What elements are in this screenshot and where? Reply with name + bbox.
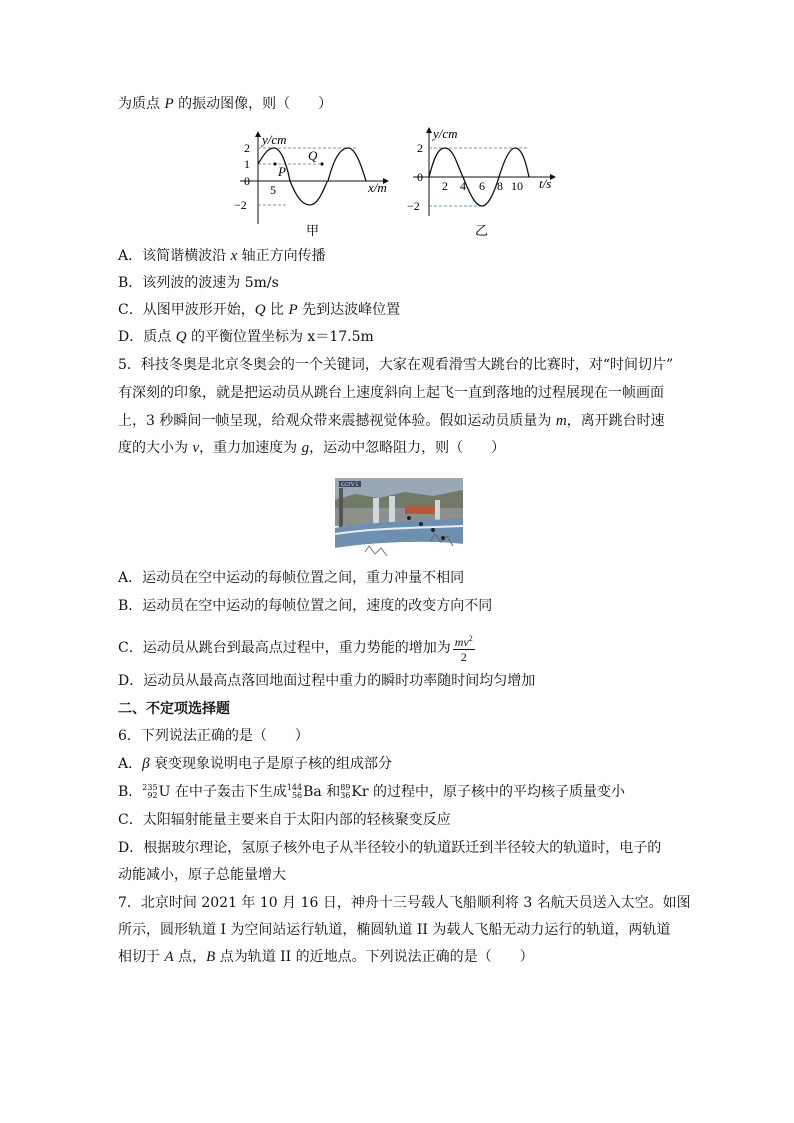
ylabel-yi: y/cm [433,126,458,141]
q5-option-c: C．运动员从跳台到最高点过程中，重力势能的增加为 $\frac{mv^2}{2}$ [118,634,473,664]
tick-y0: 0 [244,174,250,188]
q5-option-d: D．运动员从最高点落回地面过程中重力的瞬时功率随时间均匀增加 [118,673,536,689]
caption-yi: 乙 [475,223,489,238]
q6-option-a: A．β 衰变现象说明电子是原子核的组成部分 [118,756,393,772]
tick-yi-n2: −2 [407,199,420,213]
vibration-graph-yi [405,124,577,242]
q5-line4: 度的大小为 v，重力加速度为 g，运动中忽略阻力，则（ ） [118,440,506,456]
ylabel-jia: y/cm [262,132,287,147]
intro-text-a: 为质点 [118,96,165,112]
intro-text-b: 的振动图像，则（ ） [173,96,333,112]
label-q: Q [308,148,318,163]
q5-option-a: A．运动员在空中运动的每帧位置之间，重力冲量不相同 [118,570,465,586]
q4-option-c: C．从图甲波形开始，Q 比 P 先到达波峰位置 [118,302,401,318]
q7-line2: 所示，圆形轨道 I 为空间站运行轨道，椭圆轨道 II 为载人飞船无动力运行的轨道，两轨道 [118,922,671,938]
wave-graph-jia [228,124,400,242]
tick-y1: 1 [244,157,250,171]
q6-option-d-line2: 动能减小，原子总能量增大 [118,867,286,883]
xlabel-jia: x/m [368,180,387,195]
point-p [273,162,276,165]
caption-jia: 甲 [306,223,320,238]
tick-yi-2: 2 [417,141,423,155]
tick-t4: 4 [460,179,466,193]
tick-t6: 6 [479,179,485,193]
q4-option-a: A．该简谐横波沿 x 轴正方向传播 [118,248,326,264]
tick-yi-0: 0 [417,170,423,184]
intro-line [118,94,332,114]
nuclide-u235: 235 92 U [142,783,171,800]
q6-option-b: B． 235 92 U 在中子轰击下生成 144 56 Ba 和 89 36 Kr 的过程中，原子核中的平均核子质量变小 [118,783,626,800]
q6-option-d-line1: D．根据玻尔理论，氢原子核外电子从半径较小的轨道跃迁到半径较大的轨道时，电子的 [118,840,662,856]
tick-t2: 2 [442,179,448,193]
nuclide-kr89: 89 36 Kr [340,783,369,800]
q7-line3: 相切于 A 点，B 点为轨道 II 的近地点。下列说法正确的是（ ） [118,949,534,965]
q4-option-b: B．该列波的波速为 5m/s [118,275,279,291]
intro-point-p: P [164,96,174,112]
q6-stem: 6．下列说法正确的是（ ） [118,728,309,744]
tick-t10: 10 [511,179,523,193]
tick-x5: 5 [270,183,276,197]
nuclide-ba144: 144 56 Ba [286,783,322,800]
point-q [320,162,323,165]
q7-line1: 7．北京时间 2021 年 10 月 16 日，神舟十三号载人飞船顺利将 3 名航天员送入太空。如图 [118,895,691,911]
q5-line1: 5．科技冬奥是北京冬奥会的一个关键词，大家在观看滑雪大跳台的比赛时，对“时间切片” [118,357,674,373]
section-title: 二、不定项选择题 [118,701,230,717]
tick-t8: 8 [497,179,503,193]
tick-yn2: −2 [234,198,247,212]
q5-option-b: B．运动员在空中运动的每帧位置之间，速度的改变方向不同 [118,598,493,614]
q5-line2: 有深刻的印象，就是把运动员从跳台上速度斜向上起飞一直到落地的过程展现在一帧画面 [118,385,664,401]
label-p: P [278,164,286,179]
q4-option-d: D．质点 Q 的平衡位置坐标为 x＝17.5m [118,329,374,345]
xlabel-yi: t/s [539,176,552,191]
fraction-mv2-over-2: $\frac{mv^2}{2}$ [454,634,473,664]
cctv-logo: CCTV 5 [341,483,358,488]
q6-option-c: C．太阳辐射能量主要来自于太阳内部的轻核聚变反应 [118,812,451,828]
q5-line3: 上，3 秒瞬间一帧呈现，给观众带来震撼视觉体验。假如运动员质量为 m，离开跳台时速 [118,413,665,429]
tick-y2: 2 [244,141,250,155]
ski-jump-photo [335,478,463,560]
